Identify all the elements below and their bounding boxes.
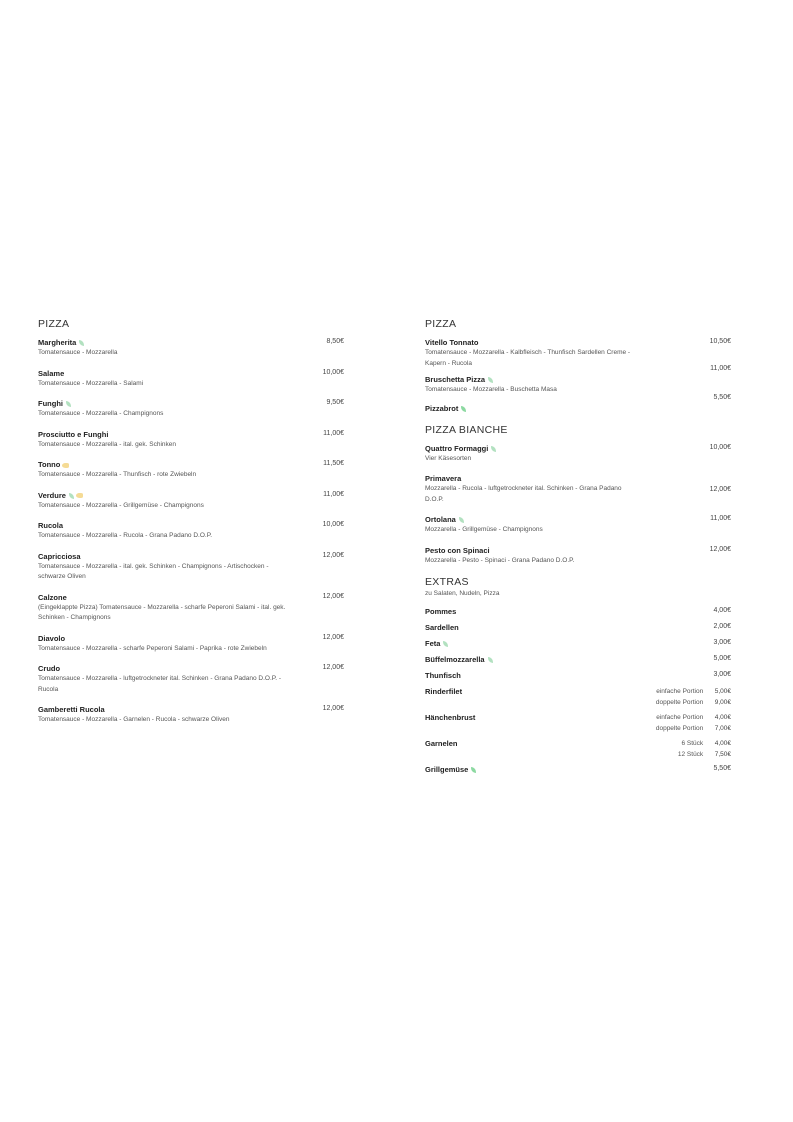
- item-name: Verdure: [38, 490, 66, 500]
- item-name: Calzone: [38, 592, 67, 602]
- menu-item-verdure: [38, 491, 344, 512]
- item-name: Crudo: [38, 664, 61, 673]
- item-name: Funghi: [38, 399, 63, 408]
- item-description: Mozzarella - Pesto - Spinaci - Grana Padano D.O.P.: [425, 556, 575, 564]
- item-description: Vier Käsesorten: [425, 454, 472, 462]
- item-name: Thunfisch: [425, 671, 461, 680]
- item-description: Tomatensauce - Mozzarella - luftgetrockneter ital. Schinken - Grana Padano D.O.P. - Rucola: [38, 675, 282, 693]
- portion-options: [656, 712, 731, 734]
- item-name: Hänchenbrust: [425, 713, 476, 722]
- item-price: 5,50€: [713, 393, 731, 401]
- item-price: 10,00€: [322, 521, 344, 528]
- leaf-icon: [488, 657, 493, 663]
- item-description: Tomatensauce - Mozzarella - ital. gek. Schinken: [38, 440, 177, 448]
- item-description: Tomatensauce - Mozzarella - ital. gek. Schinken - Champignons - Artischocken - schwarze Oliven: [38, 562, 269, 580]
- menu-column-right: [425, 318, 731, 781]
- menu-item-tonno: [38, 460, 344, 481]
- section-heading-pizza-bianche: PIZZA BIANCHE: [425, 423, 508, 436]
- leaf-solid-icon: [471, 767, 476, 773]
- portion-label: einfache Portion: [656, 714, 704, 721]
- item-description: Mozzarella - Rucola - luftgetrockneter ital. Schinken - Grana Padano D.O.P.: [425, 485, 622, 503]
- item-description: Tomatensauce - Mozzarella - Thunfisch - rote Zwiebeln: [38, 471, 197, 478]
- item-price: 11,00€: [710, 365, 731, 372]
- menu-item-vitello-tonnato: [425, 338, 731, 369]
- item-description: Tomatensauce - Mozzarella - Grillgemüse - Champignons: [38, 501, 204, 509]
- extra-item-sardellen: [425, 623, 731, 639]
- item-price: 8,50€: [326, 338, 344, 345]
- extra-item-grillgemuese: [425, 765, 731, 781]
- leaf-icon: [491, 446, 496, 452]
- extra-item-rinderfilet: [425, 687, 731, 713]
- leaf-icon: [66, 401, 71, 407]
- menu-item-quattro-formaggi: [425, 444, 731, 465]
- extra-item-haenchenbrust: [425, 713, 731, 739]
- portion-price: 7,50€: [714, 751, 731, 758]
- item-price: 12,00€: [322, 664, 344, 671]
- item-name: Tonno: [38, 460, 61, 469]
- section-heading-pizza: PIZZA: [425, 318, 457, 330]
- item-description: Tomatensauce - Mozzarella - Garnelen - Rucola - schwarze Oliven: [38, 716, 230, 723]
- menu-item-margherita: [38, 338, 344, 359]
- item-description: Tomatensauce - Mozzarella - scharfe Peperoni Salami - Paprika - rote Zwiebeln: [38, 644, 267, 652]
- item-name: Rinderfilet: [425, 687, 463, 696]
- extra-item-thunfisch: [425, 671, 731, 687]
- menu-item-pesto-con-spinaci: [425, 546, 731, 567]
- item-name: Rucola: [38, 521, 64, 530]
- item-price: 5,00€: [713, 655, 731, 662]
- item-name: Capricciosa: [38, 551, 81, 561]
- leaf-solid-icon: [461, 406, 466, 412]
- item-name: Quattro Formaggi: [425, 443, 489, 453]
- item-price: 5,50€: [713, 765, 731, 772]
- portion-label: 12 Stück: [677, 751, 704, 758]
- item-price: 12,00€: [322, 633, 344, 641]
- fish-icon: [76, 493, 83, 498]
- leaf-icon: [488, 377, 493, 383]
- item-price: 11,00€: [323, 429, 344, 437]
- menu-item-gamberetti-rucola: [38, 705, 344, 726]
- item-name: Grillgemüse: [425, 765, 469, 774]
- item-name: Bruschetta Pizza: [425, 375, 486, 384]
- item-price: 2,00€: [713, 623, 731, 630]
- portion-label: einfache Portion: [656, 688, 704, 695]
- item-price: 10,00€: [322, 368, 344, 376]
- item-price: 9,50€: [326, 399, 344, 406]
- item-description: Tomatensauce - Mozzarella - Salami: [38, 379, 144, 387]
- leaf-icon: [69, 493, 74, 499]
- item-price: 12,00€: [709, 545, 731, 553]
- menu-item-salame: [38, 369, 344, 390]
- menu-item-ortolana: [425, 515, 731, 536]
- leaf-icon: [459, 517, 464, 523]
- portion-options: [678, 738, 731, 760]
- item-name: Pizzabrot: [425, 403, 459, 413]
- extra-item-garnelen: [425, 739, 731, 765]
- item-price: 10,50€: [709, 338, 731, 345]
- item-description: Tomatensauce - Mozzarella - Buschetta Masa: [425, 386, 557, 393]
- item-name: Feta: [425, 639, 441, 648]
- section-heading-pizza: PIZZA: [38, 318, 70, 330]
- item-price: 11,00€: [323, 490, 344, 498]
- item-name: Salame: [38, 368, 65, 378]
- menu-item-bruschetta-pizza: [425, 365, 731, 396]
- item-description: Tomatensauce - Mozzarella: [38, 349, 118, 356]
- leaf-icon: [443, 641, 448, 647]
- menu-item-primavera: [425, 474, 731, 505]
- leaf-icon: [79, 340, 84, 346]
- item-description: Mozzarella - Grillgemüse - Champignons: [425, 526, 543, 533]
- item-description: Tomatensauce - Mozzarella - Kalbfleisch - Thunfisch Sardellen Creme - Kapern - Rucola: [425, 349, 631, 367]
- menu-item-funghi: [38, 399, 344, 420]
- portion-options: [656, 686, 731, 708]
- item-price: 12,00€: [322, 592, 344, 600]
- extra-item-feta: [425, 639, 731, 655]
- item-price: 12,00€: [322, 551, 344, 559]
- item-name: Büffelmozzarella: [425, 655, 485, 664]
- item-name: Diavolo: [38, 633, 66, 643]
- extra-item-bueffelmozzarella: [425, 655, 731, 671]
- portion-label: 6 Stück: [681, 740, 704, 747]
- item-name: Pesto con Spinaci: [425, 545, 490, 555]
- item-name: Primavera: [425, 474, 462, 483]
- extras-subtitle: zu Salaten, Nudeln, Pizza: [425, 590, 500, 597]
- fish-icon: [62, 463, 69, 468]
- item-name: Pommes: [425, 607, 457, 616]
- item-name: Margherita: [38, 338, 77, 347]
- item-price: 4,00€: [713, 607, 731, 614]
- item-price: 11,50€: [323, 460, 344, 467]
- extra-item-pommes: [425, 607, 731, 623]
- item-price: 3,00€: [713, 671, 731, 678]
- item-name: Ortolana: [425, 515, 456, 524]
- portion-label: doppelte Portion: [655, 725, 704, 732]
- item-name: Gamberetti Rucola: [38, 705, 105, 714]
- menu-item-calzone: [38, 593, 344, 624]
- menu-item-prosciutto-e-funghi: [38, 430, 344, 451]
- menu-item-pizzabrot: [425, 393, 731, 414]
- item-price: 11,00€: [710, 515, 731, 522]
- portion-price: 9,00€: [714, 699, 731, 706]
- section-heading-extras: EXTRAS: [425, 576, 469, 588]
- menu-item-diavolo: [38, 634, 344, 655]
- menu-item-crudo: [38, 664, 344, 695]
- portion-price: 5,00€: [714, 688, 731, 695]
- item-name: Garnelen: [425, 739, 458, 748]
- item-name: Sardellen: [425, 623, 459, 632]
- portion-price: 4,00€: [714, 714, 731, 721]
- item-price: 3,00€: [713, 639, 731, 646]
- item-name: Prosciutto e Funghi: [38, 429, 109, 439]
- item-price: 12,00€: [322, 705, 344, 712]
- portion-price: 7,00€: [714, 725, 731, 732]
- item-name: Vitello Tonnato: [425, 338, 479, 347]
- portion-label: doppelte Portion: [655, 699, 704, 706]
- item-price: 10,00€: [709, 443, 731, 451]
- portion-price: 4,00€: [714, 740, 731, 747]
- menu-item-capricciosa: [38, 552, 344, 583]
- menu-column-left: [38, 318, 344, 736]
- item-description: Tomatensauce - Mozzarella - Champignons: [38, 410, 164, 417]
- item-description: Tomatensauce - Mozzarella - Rucola - Grana Padano D.O.P.: [38, 532, 213, 539]
- item-price: 12,00€: [709, 486, 731, 493]
- menu-item-rucola: [38, 521, 344, 542]
- item-description: (Eingeklappte Pizza) Tomatensauce - Mozzarella - scharfe Peperoni Salami - ital. gek. Schinken - Champignons: [38, 603, 286, 621]
